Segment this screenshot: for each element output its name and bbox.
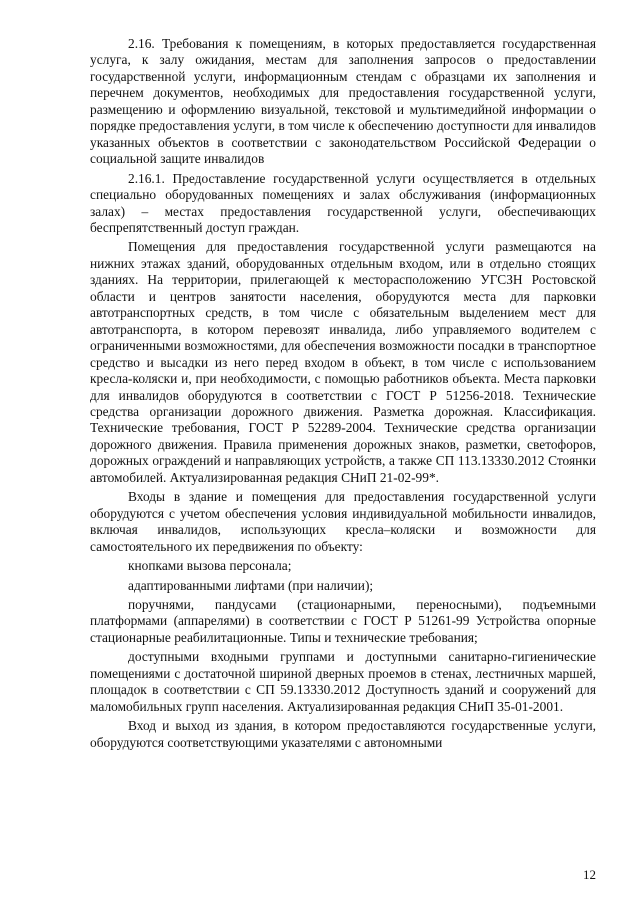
paragraph-entrances: Входы в здание и помещения для предоставления государственной услуги оборудуются с учетом обеспечения условия индивидуальной мобильности инвалидов, включая инвалидов, использующих кресла–коляски и возможности для самостоятельного их передвижения по объекту: <box>90 489 596 554</box>
page-number: 12 <box>583 867 596 882</box>
paragraph-premises-placement: Помещения для предоставления государственной услуги размещаются на нижних этажах зданий, оборудованных отдельным входом, или в отдельно стоящих зданиях. На территории, прилегающей к месторасположению УГСЗН Ростовской области и центров занятости населения, оборудуются места для парковки автотранспортных средств, в том числе с обязательным выделением мест для автотранспорта, в котором перевозят инвалида, либо управляемого водителем с ограниченными возможностями, для обеспечения возможности посадки в транспортное средство и высадки из него перед входом в объект, в том числе с использованием кресла-коляски и, при необходимости, с помощью работников объекта. Места парковки для инвалидов оборудуются в соответствии с ГОСТ Р 51256-2018. Технические средства организации дорожного движения. Разметка дорожная. Классификация. Технические требования, ГОСТ Р 52289-2004. Технические средства организации дорожного движения. Правила применения дорожных знаков, разметки, светофоров, дорожных ограждений и направляющих устройств, а также СП 113.13330.2012 Стоянки автомобилей. Актуализированная редакция СНиП 21-02-99*. <box>90 239 596 485</box>
list-item-call-buttons: кнопками вызова персонала; <box>128 558 292 574</box>
list-item-accessible-entrances: доступными входными группами и доступными санитарно-гигиенические помещениями с достаточной шириной дверных проемов в стенах, лестничных маршей, площадок в соответствии с СП 59.13330.2012 Доступность зданий и сооружений для маломобильных групп населения. Актуализированная редакция СНиП 35-01-2001. <box>90 649 596 714</box>
paragraph-entry-exit: Вход и выход из здания, в котором предоставляются государственные услуги, оборудуются соответствующими указателями с автономными <box>90 718 596 750</box>
list-item-handrails-ramps: поручнями, пандусами (стационарными, переносными), подъемными платформами (аппарелями) в соответствии с ГОСТ Р 51261-99 Устройства опорные стационарные реабилитационные. Типы и технические требования; <box>90 596 596 645</box>
section-heading-2-16: 2.16. Требования к помещениям, в которых предоставляется государственная услуга, к залу ожидания, местам для заполнения запросов о предоставлении государственной услуги, информационным стендам с образцами их заполнения и перечнем документов, необходимых для предоставления государственной услуги, размещению и оформлению визуальной, текстовой и мультимедийной информации о порядке предоставления услуги, в том числе к обеспечению доступности для инвалидов указанных объектов в соответствии с законодательством Российской Федерации о социальной защите инвалидов <box>90 36 596 167</box>
paragraph-2-16-1: 2.16.1. Предоставление государственной услуги осуществляется в отдельных специально оборудованных помещениях и залах обслуживания (информационных залах) – местах предоставления государственной услуги, обеспечивающих беспрепятственный доступ граждан. <box>90 170 596 235</box>
list-item-adapted-elevators: адаптированными лифтами (при наличии); <box>128 577 374 593</box>
